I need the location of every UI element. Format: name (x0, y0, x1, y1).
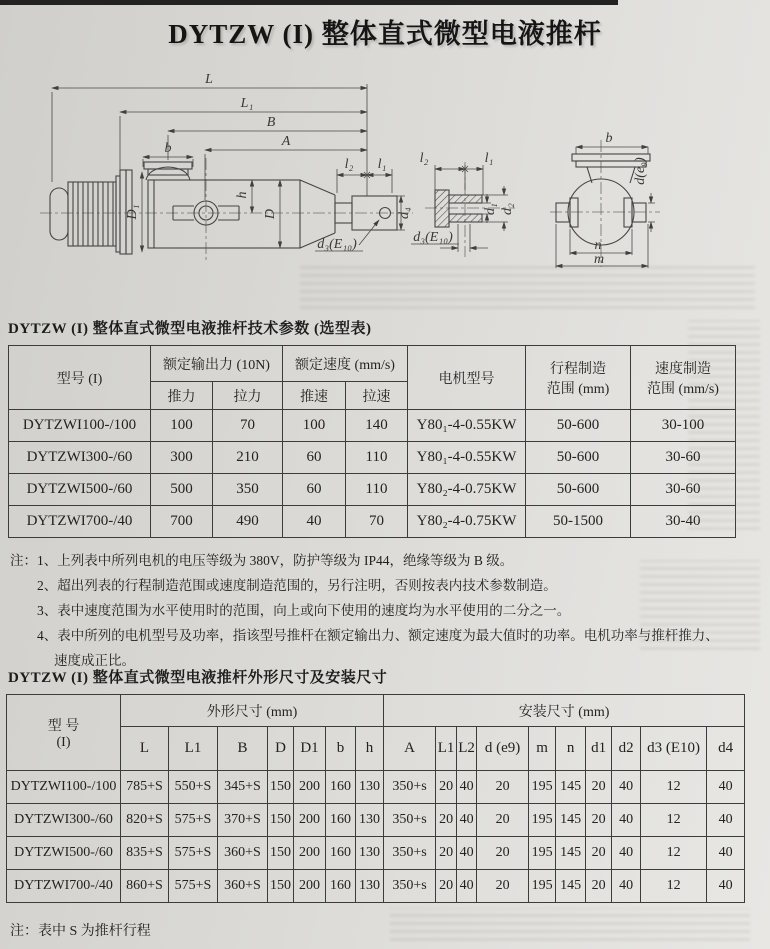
cell: 60 (283, 442, 346, 474)
cell: DYTZWI500-/60 (7, 837, 121, 870)
cell: 160 (326, 804, 356, 837)
bleed-through-smudge (688, 320, 760, 535)
cell: 835+S (121, 837, 169, 870)
model-header-line1: 型 号 (47, 718, 80, 734)
cell: 200 (294, 870, 326, 903)
cell: 110 (346, 474, 408, 506)
col-header-B: B (218, 727, 268, 771)
cell: 195 (529, 771, 556, 804)
bleed-through-smudge (390, 908, 750, 946)
cell: 350+s (384, 804, 436, 837)
cell: 370+S (218, 804, 268, 837)
cell: 820+S (121, 804, 169, 837)
cell: 40 (707, 837, 745, 870)
cell: 195 (529, 837, 556, 870)
cell: 20 (477, 804, 529, 837)
dim-label-d3-section: d₃(E₁₀) (413, 230, 453, 245)
scan-artifact-strip (0, 0, 618, 5)
col-header-m: m (529, 727, 556, 771)
dim-label-n: n (594, 238, 602, 253)
cell: 40 (457, 804, 477, 837)
cell: 12 (641, 870, 707, 903)
bleed-through-smudge (640, 560, 760, 655)
cell: 785+S (121, 771, 169, 804)
note-line: 速度成正比。 (54, 653, 135, 668)
cell: 60 (283, 474, 346, 506)
col-header-motor: 电机型号 (408, 346, 526, 410)
dim-label-D1: D₁ (125, 204, 140, 220)
cell: 110 (346, 442, 408, 474)
stroke-range-line1: 行程制造 (550, 361, 607, 377)
cell: 150 (268, 771, 294, 804)
speed-range-line2: 范围 (mm/s) (647, 381, 719, 397)
bleed-through-smudge (300, 262, 755, 314)
cell: DYTZWI100-/100 (7, 771, 121, 804)
cell: 360+S (218, 870, 268, 903)
table-row (9, 474, 736, 506)
cell: 575+S (169, 870, 218, 903)
cell: 50-600 (526, 474, 631, 506)
cell: 20 (477, 837, 529, 870)
cell: 40 (457, 837, 477, 870)
cell: 40 (612, 870, 641, 903)
cell: 40 (612, 804, 641, 837)
table-row (9, 506, 736, 538)
cell: 700 (151, 506, 213, 538)
cell: 200 (294, 837, 326, 870)
cell: 130 (356, 771, 384, 804)
cell: 70 (213, 410, 283, 442)
cell: 350+s (384, 771, 436, 804)
cell: 12 (641, 771, 707, 804)
cell: 12 (641, 837, 707, 870)
dim-label-d2: d₂ (500, 203, 515, 215)
col-header-h: h (356, 727, 384, 771)
table-row (7, 771, 745, 804)
cell: 145 (556, 771, 586, 804)
dimension-labels (125, 72, 648, 267)
cell: Y80₁-4-0.55KW (408, 410, 526, 442)
cell: Y80₂-4-0.75KW (408, 506, 526, 538)
table-row (7, 837, 745, 870)
cell: 195 (529, 870, 556, 903)
cell: 40 (457, 870, 477, 903)
col-header-rated-force: 额定输出力 (10N) (151, 346, 283, 382)
cell: 20 (436, 837, 457, 870)
dim-label-d4: d₄ (397, 207, 412, 219)
cell: 20 (436, 804, 457, 837)
specs-table-caption: DYTZW (I) 整体直式微型电液推杆技术参数 (选型表) (8, 321, 372, 337)
cell: Y80₁-4-0.55KW (408, 442, 526, 474)
cell: 20 (586, 870, 612, 903)
dim-label-l2: l₂ (344, 157, 354, 172)
cell: 145 (556, 804, 586, 837)
cell: 150 (268, 804, 294, 837)
cell: 20 (436, 870, 457, 903)
cell: 360+S (218, 837, 268, 870)
specs-table (8, 345, 736, 538)
cell: 145 (556, 837, 586, 870)
cell: 20 (477, 771, 529, 804)
note-line: 4、表中所列的电机型号及功率，指该型号推杆在额定输出力、额定速度为最大值时的功率。电机功率与推杆推力、 (37, 628, 719, 643)
col-header-b: b (326, 727, 356, 771)
cell: 195 (529, 804, 556, 837)
cell: DYTZWI500-/60 (9, 474, 151, 506)
table-header-row (9, 346, 736, 382)
cell: Y80₂-4-0.75KW (408, 474, 526, 506)
dim-label-d1: d₁ (483, 203, 498, 215)
col-header-L: L (121, 727, 169, 771)
dim-label-l2-section: l₂ (419, 151, 429, 166)
cell: 160 (326, 837, 356, 870)
dim-label-h: h (235, 191, 250, 199)
col-header-L2: L2 (457, 727, 477, 771)
col-header-A: A (384, 727, 436, 771)
cell: 40 (707, 804, 745, 837)
cell: 30-60 (631, 474, 736, 506)
col-header-d1: d1 (586, 727, 612, 771)
col-header-n: n (556, 727, 586, 771)
cell: 575+S (169, 837, 218, 870)
model-header-line2: (I) (56, 734, 71, 750)
col-header-push-force: 推力 (151, 382, 213, 410)
cell: 550+S (169, 771, 218, 804)
col-group-outline-dims: 外形尺寸 (mm) (121, 695, 384, 727)
cell: 100 (151, 410, 213, 442)
dim-label-B: B (266, 115, 276, 130)
cell: 350+s (384, 870, 436, 903)
dim-label-A: A (281, 134, 291, 149)
note-line: 2、超出列表的行程制造范围或速度制造范围的，另行注明，否则按表内技术参数制造。 (37, 578, 557, 593)
cell: 50-600 (526, 442, 631, 474)
col-header-d4: d4 (707, 727, 745, 771)
cell: 130 (356, 837, 384, 870)
cell: 40 (707, 771, 745, 804)
page-title: DYTZW (I) 整体直式微型电液推杆 (168, 19, 602, 49)
col-group-install-dims: 安装尺寸 (mm) (384, 695, 745, 727)
cell: 860+S (121, 870, 169, 903)
speed-range-line1: 速度制造 (655, 361, 712, 377)
cell: 160 (326, 771, 356, 804)
dim-label-L1: L₁ (240, 96, 254, 111)
cell: 145 (556, 870, 586, 903)
footer-note: 注：表中 S 为推杆行程 (10, 924, 151, 939)
cell: 150 (268, 870, 294, 903)
cell: 350 (213, 474, 283, 506)
note-line: 3、表中速度范围为水平使用时的范围，向上或向下使用的速度均为水平使用的二分之一。 (37, 603, 571, 618)
cell: 30-40 (631, 506, 736, 538)
dim-label-L: L (205, 72, 213, 87)
table-row (7, 870, 745, 903)
cell: DYTZWI300-/60 (7, 804, 121, 837)
dim-label-d3-side: d₃(E₁₀) (317, 237, 357, 252)
col-header-model: 型号 (I) (9, 346, 151, 410)
cell: DYTZWI300-/60 (9, 442, 151, 474)
cell: 20 (586, 771, 612, 804)
dim-label-l1: l₁ (377, 157, 387, 172)
cell: DYTZWI700-/40 (9, 506, 151, 538)
cell: 160 (326, 870, 356, 903)
cell: 490 (213, 506, 283, 538)
dim-label-l1-section: l₁ (484, 151, 494, 166)
cell: 20 (586, 837, 612, 870)
cell: 50-1500 (526, 506, 631, 538)
table-row (9, 410, 736, 442)
cell: 30-60 (631, 442, 736, 474)
col-header-L1: L1 (169, 727, 218, 771)
cell: 30-100 (631, 410, 736, 442)
cell: 210 (213, 442, 283, 474)
col-header-rated-speed: 额定速度 (mm/s) (283, 346, 408, 382)
col-header-d2: d2 (612, 727, 641, 771)
dimensions-table (6, 694, 745, 903)
col-header-D: D (268, 727, 294, 771)
cell: 150 (268, 837, 294, 870)
dim-label-de9: d(e₉) (633, 157, 648, 185)
col-header-de9: d (e9) (477, 727, 529, 771)
cell: 12 (641, 804, 707, 837)
col-header-D1: D1 (294, 727, 326, 771)
cell: 345+S (218, 771, 268, 804)
cell: DYTZWI100-/100 (9, 410, 151, 442)
cell: DYTZWI700-/40 (7, 870, 121, 903)
dim-label-b-end: b (605, 131, 613, 146)
dim-label-m: m (593, 252, 605, 267)
stroke-range-line2: 范围 (mm) (546, 381, 610, 397)
cell: 40 (612, 771, 641, 804)
notes-label: 注： (10, 553, 37, 568)
col-header-d3E10: d3 (E10) (641, 727, 707, 771)
dimensions-table-caption: DYTZW (I) 整体直式微型电液推杆外形尺寸及安装尺寸 (8, 670, 388, 686)
cell: 200 (294, 771, 326, 804)
cell: 20 (436, 771, 457, 804)
cell: 40 (283, 506, 346, 538)
col-header-model (7, 695, 121, 771)
cell: 575+S (169, 804, 218, 837)
table-row (9, 442, 736, 474)
col-header-push-speed: 推速 (283, 382, 346, 410)
cell: 350+s (384, 837, 436, 870)
note-item: 1、上列表中所列电机的电压等级为 380V，防护等级为 IP44，绝缘等级为 B 级。 (37, 553, 514, 568)
cell: 70 (346, 506, 408, 538)
cell: 130 (356, 870, 384, 903)
dim-label-D: D (263, 208, 278, 220)
dim-label-b: b (164, 141, 172, 156)
cell: 130 (356, 804, 384, 837)
cell: 200 (294, 804, 326, 837)
cell: 40 (707, 870, 745, 903)
cell: 40 (612, 837, 641, 870)
cell: 300 (151, 442, 213, 474)
cell: 500 (151, 474, 213, 506)
cell: 100 (283, 410, 346, 442)
col-header-pull-force: 拉力 (213, 382, 283, 410)
table-row (7, 804, 745, 837)
cell: 20 (477, 870, 529, 903)
col-header-pull-speed: 拉速 (346, 382, 408, 410)
cell: 50-600 (526, 410, 631, 442)
col-header-L1-install: L1 (436, 727, 457, 771)
cell: 20 (586, 804, 612, 837)
cell: 140 (346, 410, 408, 442)
table-header-row (7, 695, 745, 727)
cell: 40 (457, 771, 477, 804)
col-header-stroke-range (526, 346, 631, 410)
